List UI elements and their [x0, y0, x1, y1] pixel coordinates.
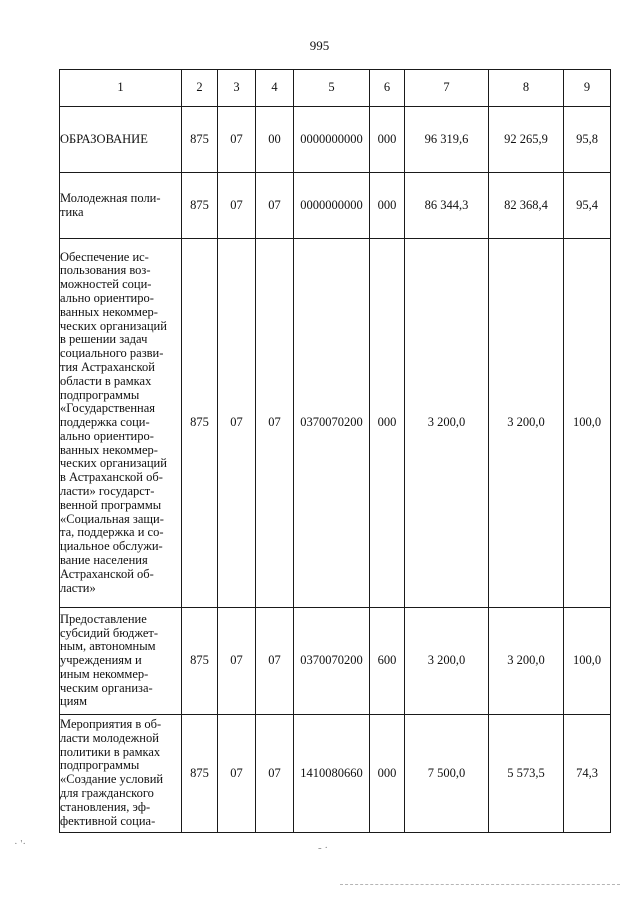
row-name: Молодежная поли- тика [60, 190, 161, 219]
admin-code-cell: 875 [182, 608, 218, 715]
target-article-cell: 0000000000 [294, 173, 370, 239]
row-name-cell [60, 173, 182, 239]
target-article-cell: 0370070200 [294, 239, 370, 608]
column-header: 5 [294, 70, 370, 107]
subsection-cell: 00 [256, 107, 294, 173]
row-name: ОБРАЗОВАНИЕ [60, 131, 148, 146]
scan-speck: · '· [14, 838, 27, 850]
planned-amount-cell: 96 319,6 [405, 107, 489, 173]
planned-amount-cell: 7 500,0 [405, 715, 489, 833]
row-name-cell [60, 715, 182, 833]
row-name: Предоставление субсидий бюджет- ным, автономным учреждениям и иным некоммер- ческим организа- циям [60, 611, 158, 709]
scan-speck: - · [318, 842, 329, 854]
percent-cell: 100,0 [564, 608, 611, 715]
target-article-cell: 0370070200 [294, 608, 370, 715]
admin-code-cell: 875 [182, 239, 218, 608]
admin-code-cell: 875 [182, 173, 218, 239]
column-header: 7 [405, 70, 489, 107]
table-row [60, 608, 611, 715]
actual-amount-cell: 82 368,4 [489, 173, 564, 239]
expense-type-cell: 600 [370, 608, 405, 715]
planned-amount-cell: 3 200,0 [405, 608, 489, 715]
page-number: 995 [309, 38, 330, 53]
row-name: Обеспечение ис- пользования воз- можностей соци- ально ориентиро- ванных некоммер- ческих организаций в решении задач социального разви- тия Астраханской области в рамках подпрограммы «Государственная поддержка соци- ально ориентиро- ванных некоммер- ческих организаций в Астраханской об- ласти» государст- венной программы «Социальная защи- та, поддержка и со- циальное обслужи- вание населения Астраханской об- ласти» [60, 249, 167, 595]
percent-cell: 100,0 [564, 239, 611, 608]
column-header: 8 [489, 70, 564, 107]
row-name: Мероприятия в об- ласти молодежной политики в рамках подпрограммы «Создание условий для гражданского становления, эф- фективной социа- [60, 717, 164, 828]
expense-type-cell: 000 [370, 173, 405, 239]
table-header-row [60, 70, 611, 107]
percent-cell: 95,4 [564, 173, 611, 239]
scan-edge-line [340, 884, 620, 885]
planned-amount-cell: 3 200,0 [405, 239, 489, 608]
table-row [60, 715, 611, 833]
target-article-cell: 1410080660 [294, 715, 370, 833]
target-article-cell: 0000000000 [294, 107, 370, 173]
section-cell: 07 [218, 608, 256, 715]
planned-amount-cell: 86 344,3 [405, 173, 489, 239]
section-cell: 07 [218, 239, 256, 608]
actual-amount-cell: 3 200,0 [489, 239, 564, 608]
percent-cell: 74,3 [564, 715, 611, 833]
column-header: 3 [218, 70, 256, 107]
section-cell: 07 [218, 173, 256, 239]
table-row [60, 173, 611, 239]
row-name-cell [60, 239, 182, 608]
section-cell: 07 [218, 107, 256, 173]
table-row [60, 107, 611, 173]
actual-amount-cell: 5 573,5 [489, 715, 564, 833]
table-row [60, 239, 611, 608]
column-header: 2 [182, 70, 218, 107]
actual-amount-cell: 92 265,9 [489, 107, 564, 173]
admin-code-cell: 875 [182, 715, 218, 833]
row-name-cell [60, 608, 182, 715]
admin-code-cell: 875 [182, 107, 218, 173]
expense-type-cell: 000 [370, 715, 405, 833]
expense-type-cell: 000 [370, 239, 405, 608]
expense-type-cell: 000 [370, 107, 405, 173]
column-header: 1 [60, 70, 182, 107]
column-header: 9 [564, 70, 611, 107]
subsection-cell: 07 [256, 239, 294, 608]
actual-amount-cell: 3 200,0 [489, 608, 564, 715]
subsection-cell: 07 [256, 608, 294, 715]
section-cell: 07 [218, 715, 256, 833]
subsection-cell: 07 [256, 715, 294, 833]
row-name-cell [60, 107, 182, 173]
column-header: 4 [256, 70, 294, 107]
subsection-cell: 07 [256, 173, 294, 239]
budget-table [59, 69, 611, 833]
column-header: 6 [370, 70, 405, 107]
percent-cell: 95,8 [564, 107, 611, 173]
